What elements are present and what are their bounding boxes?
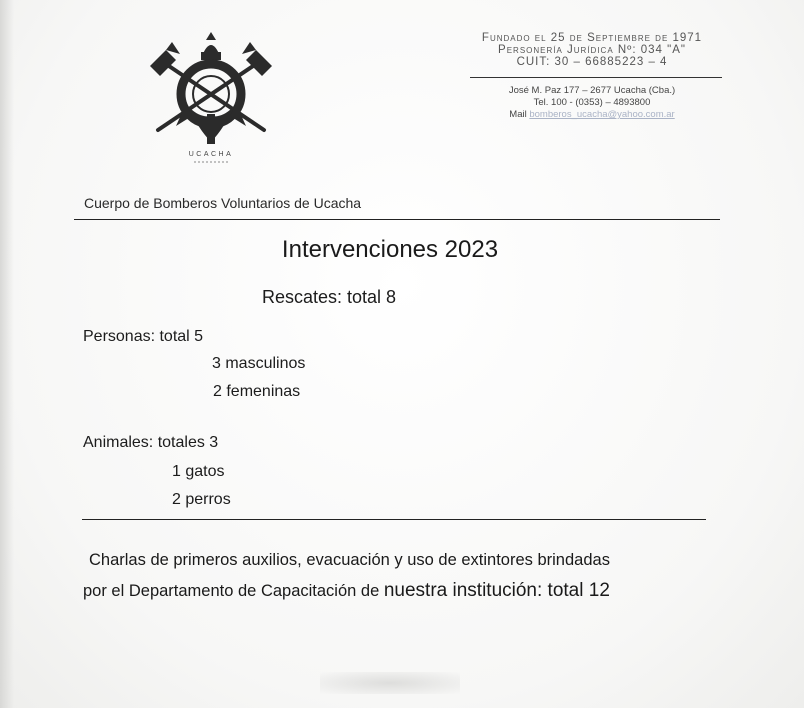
scan-edge-shadow xyxy=(0,0,14,708)
emblem-logo-text: UCACHA xyxy=(188,151,234,158)
document-title: Intervenciones 2023 xyxy=(281,236,499,263)
people-male: 3 masculinos xyxy=(212,355,306,372)
talks-line-2-start: por el Departamento de Capacitación de xyxy=(83,582,384,600)
header-divider xyxy=(74,219,720,220)
animals-cats: 1 gatos xyxy=(172,463,225,480)
brigade-name: Cuerpo de Bomberos Voluntarios de Ucacha xyxy=(84,195,362,211)
mail-label: Mail xyxy=(509,109,527,120)
letterhead-divider xyxy=(470,77,722,78)
mail-link[interactable]: bomberos_ucacha@yahoo.com.ar xyxy=(529,109,675,120)
letterhead-info xyxy=(456,32,728,121)
people-heading: Personas: total 5 xyxy=(83,328,204,345)
rescues-total: Rescates: total 8 xyxy=(262,287,397,307)
people-female: 2 femeninas xyxy=(213,383,301,400)
cuit-number: CUIT: 30 – 66885223 – 4 xyxy=(516,56,668,68)
animals-heading: Animales: totales 3 xyxy=(83,434,219,451)
talks-total: nuestra institución: total 12 xyxy=(383,580,610,601)
talks-line-1: Charlas de primeros auxilios, evacuación y uso de extintores brindadas xyxy=(89,551,610,569)
section-divider xyxy=(82,519,706,520)
talks-line-2 xyxy=(83,580,610,602)
fire-brigade-emblem-icon xyxy=(146,30,276,170)
legal-registration: Personería Jurídica Nº: 034 "A" xyxy=(498,44,686,56)
scan-smudge xyxy=(320,672,460,694)
mail-row xyxy=(456,109,728,121)
animals-dogs: 2 perros xyxy=(172,491,231,508)
phone: Tel. 100 - (0353) – 4893800 xyxy=(533,97,651,108)
founded-date: Fundado el 25 de Septiembre de 1971 xyxy=(481,32,703,44)
address: José M. Paz 177 – 2677 Ucacha (Cba.) xyxy=(508,85,676,96)
